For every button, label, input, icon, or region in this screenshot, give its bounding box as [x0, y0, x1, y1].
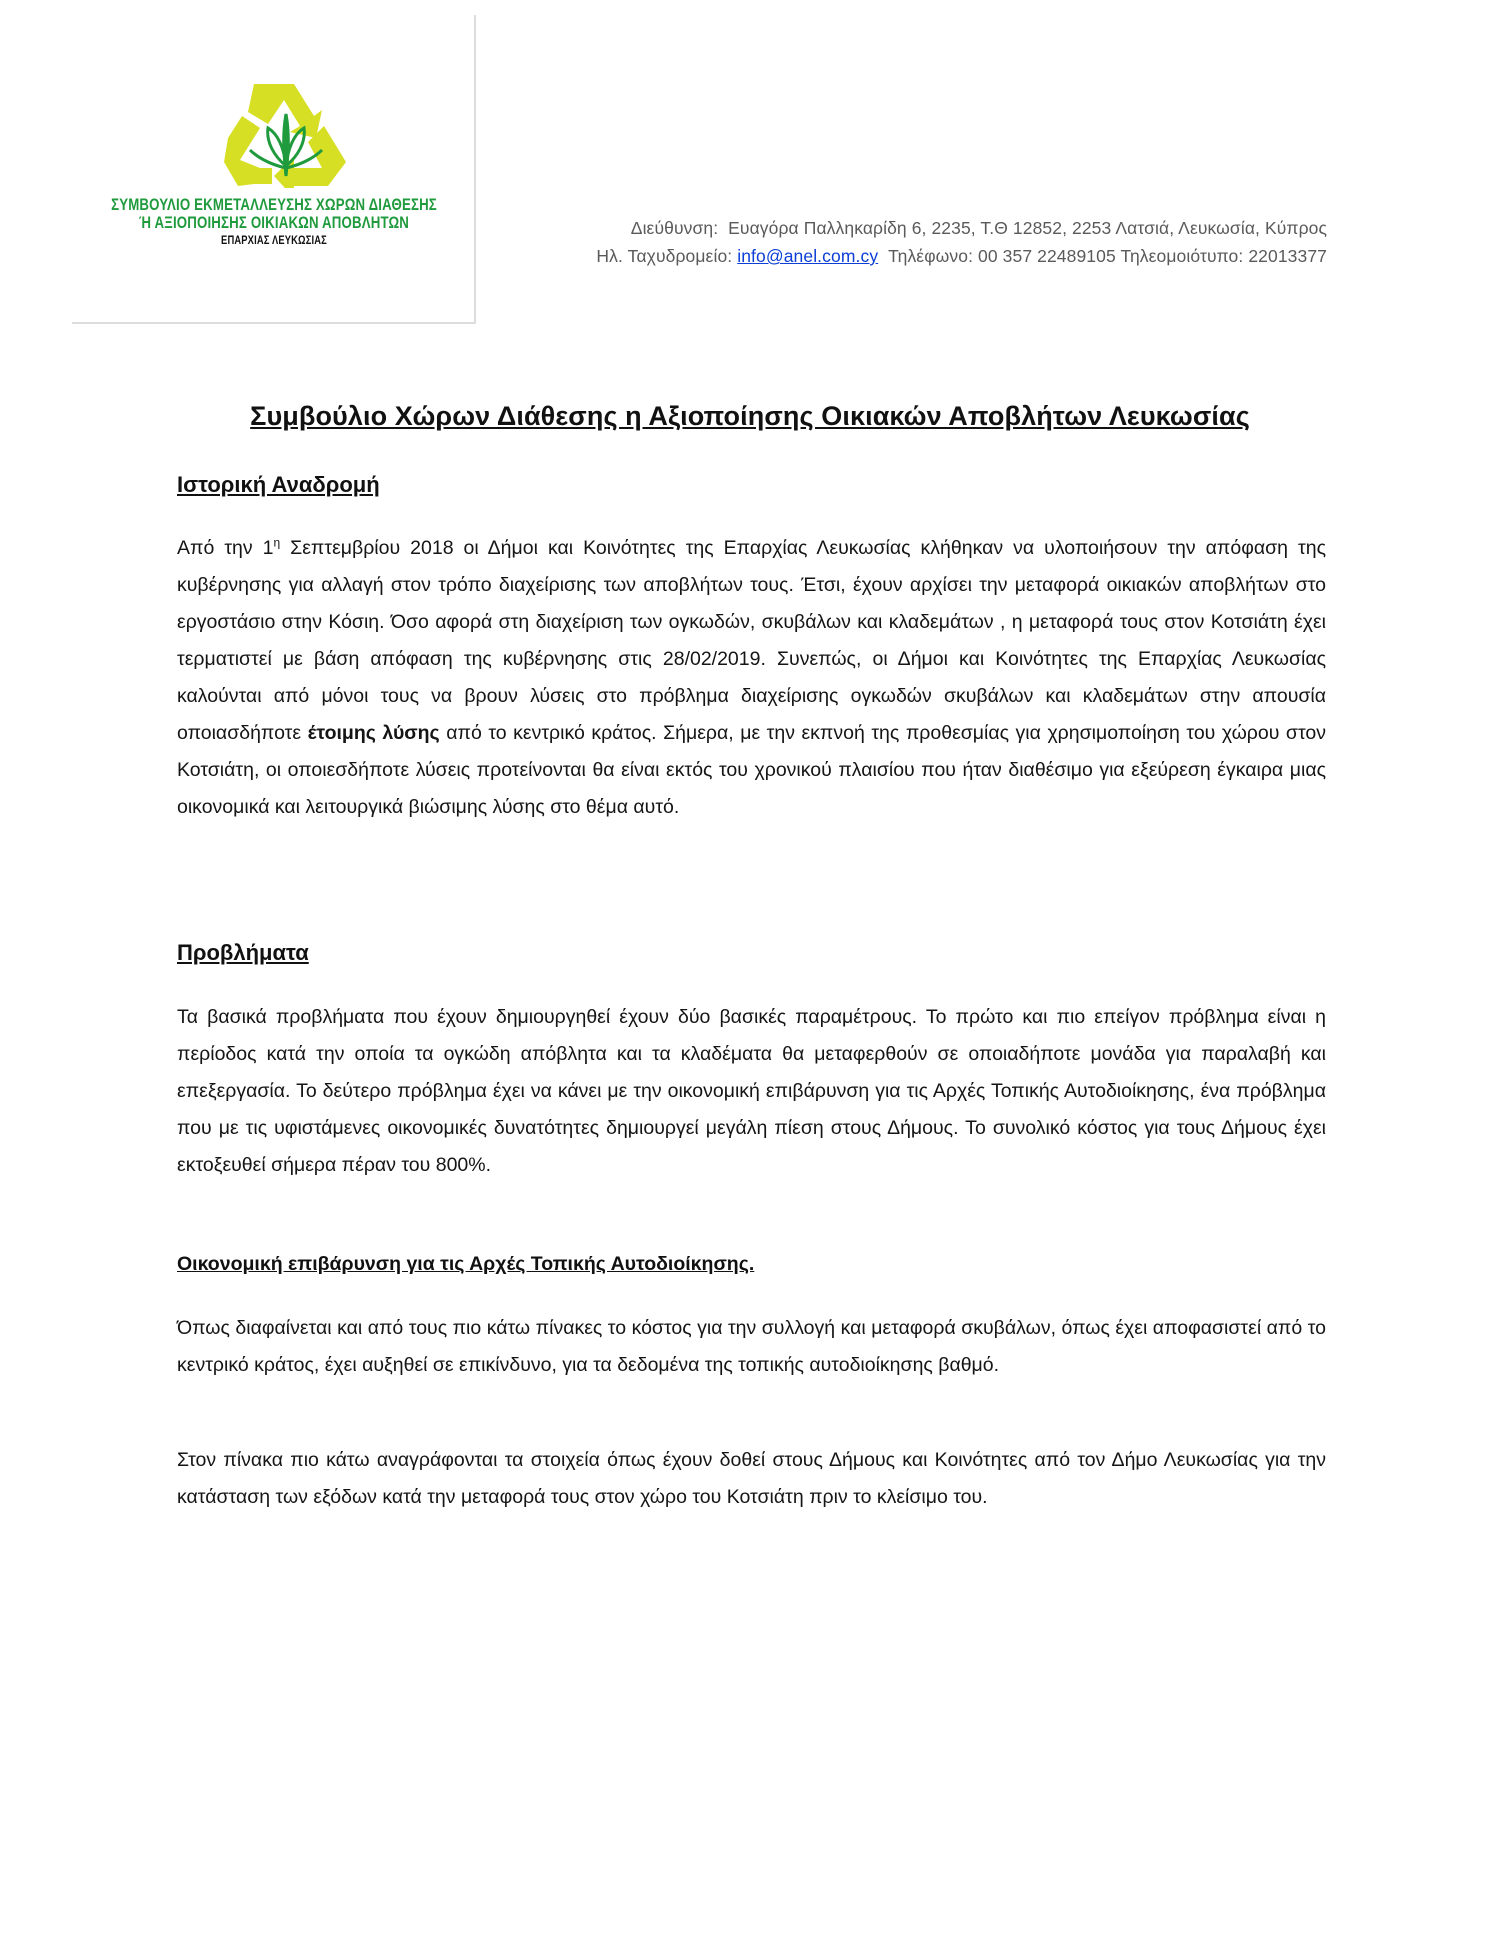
financial-paragraph-2: Στον πίνακα πιο κάτω αναγράφονται τα στοιχεία όπως έχουν δοθεί στους Δήμους και Κοινότητες από τον Δήμο Λευκωσίας για την κατάσταση των εξόδων κατά την μεταφορά τους στον χώρο του Κοτσιάτη πριν το κλείσιμο του.	[177, 1449, 1326, 1508]
problems-paragraph: Τα βασικά προβλήματα που έχουν δημιουργηθεί έχουν δύο βασικές παραμέτρους. Το πρώτο και πιο επείγον πρόβλημα είναι η περίοδος κατά την οποία τα ογκώδη απόβλητα και τα κλαδέματα θα μεταφερθούν σε οποιαδήποτε μονάδα για παραλαβή και επεξεργασία. Το δεύτερο πρόβλημα έχει να κάνει με την οικονομική επιβάρυνση για τις Αρχές Τοπικής Αυτοδιοίκησης, ένα πρόβλημα που με τις υφιστάμενες οικονομικές δυνατότητες δημιουργεί μεγάλη πίεση στους Δήμους. Το συνολικό κόστος για τους Δήμους έχει εκτοξευθεί σήμερα πέραν του 800%.	[177, 1006, 1326, 1176]
text-run: Σεπτεμβρίου 2018 οι Δήμοι και Κοινότητες της Επαρχίας Λευκωσίας κλήθηκαν να υλοποιήσουν την απόφαση της κυβέρνησης για αλλαγή στον τρόπο διαχείρισης των αποβλήτων τους. Έτσι, έχουν αρχίσει την μεταφορά οικιακών αποβλήτων στο εργοστάσιο στην Κόσιη. Όσο αφορά στη διαχείριση των ογκωδών, σκυβάλων και κλαδεμάτων , η μεταφορά τους στον Κοτσιάτη έχει τερματιστεί με βάση απόφαση της κυβέρνησης στις 28/02/2019. Συνεπώς, οι Δήμοι και Κοινότητες της Επαρχίας Λευκωσίας καλούνται από μόνοι τους να βρουν λύσεις στο πρόβλημα διαχείρισης ογκωδών σκυβάλων και κλαδεμάτων στην απουσία οποιασδήποτε	[177, 537, 1326, 744]
section-heading-problems: Προβλήματα	[177, 940, 309, 965]
financial-paragraph-1: Όπως διαφαίνεται και από τους πιο κάτω πίνακες το κόστος για την συλλογή και μεταφορά σκυβάλων, όπως έχει αποφασιστεί από το κεντρικό κράτος, έχει αυξηθεί σε επικίνδυνο, για τα δεδομένα της τοπικής αυτοδιοίκησης βαθμό.	[177, 1317, 1326, 1376]
superscript: η	[273, 535, 281, 550]
section-heading-financial-burden: Οικονομική επιβάρυνση για τις Αρχές Τοπικής Αυτοδιοίκησης.	[177, 1253, 755, 1275]
email-label: Ηλ. Ταχυδρομείο:	[596, 246, 733, 266]
recycle-leaf-icon	[224, 76, 348, 188]
phone-label: Τηλέφωνο:	[888, 246, 974, 266]
email-link[interactable]: info@anel.com.cy	[737, 246, 879, 266]
logo-org-name-line2: Ή ΑΞΙΟΠΟΙΗΣΗΣ ΟΙΚΙΑΚΩΝ ΑΠΟΒΛΗΤΩΝ	[139, 213, 409, 232]
address-value: Ευαγόρα Παλληκαρίδη 6, 2235, Τ.Θ 12852, 2253 Λατσιά, Λευκωσία, Κύπρος	[728, 218, 1327, 238]
bold-text: έτοιμης λύσης	[307, 722, 440, 744]
section-heading-history: Ιστορική Αναδρομή	[177, 472, 380, 497]
address-label: Διεύθυνση:	[630, 218, 719, 238]
fax-value: 22013377	[1248, 246, 1327, 266]
logo-block	[72, 15, 476, 324]
history-paragraph	[177, 530, 1326, 826]
phone-value: 00 357 22489105	[978, 246, 1116, 266]
text-run: από το κεντρικό κράτος. Σήμερα, με την εκπνοή της προθεσμίας για χρησιμοποίηση του χώρου στον Κοτσιάτη, οι οποιεσδήποτε λύσεις προτείνονται θα είναι εκτός του χρονικού πλαισίου που ήταν διαθέσιμο για εξεύρεση έγκαιρα μιας οικονομικά και λειτουργικά βιώσιμης λύσης στο θέμα αυτό.	[177, 722, 1326, 818]
document-title: Συμβούλιο Χώρων Διάθεσης η Αξιοποίησης Οικιακών Αποβλήτων Λευκωσίας	[250, 401, 1250, 431]
address-line	[427, 218, 1327, 239]
logo-org-region: ΕΠΑΡΧΙΑΣ ΛΕΥΚΩΣΙΑΣ	[221, 233, 327, 247]
contact-line	[427, 246, 1327, 267]
text-run: Από την 1	[177, 537, 274, 559]
logo-org-name-line1: ΣΥΜΒΟΥΛΙΟ ΕΚΜΕΤΑΛΛΕΥΣΗΣ ΧΩΡΩΝ ΔΙΑΘΕΣΗΣ	[111, 195, 437, 214]
fax-label: Τηλεομοιότυπο:	[1120, 246, 1244, 266]
